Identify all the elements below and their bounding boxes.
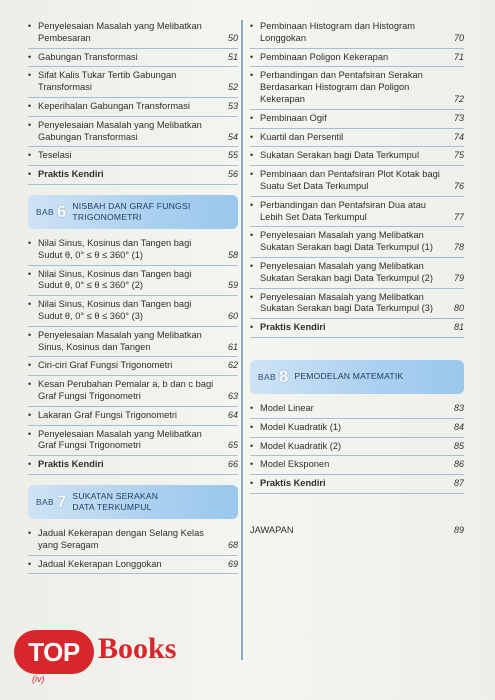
bullet-icon: •: [250, 21, 254, 31]
toc-entry: [250, 456, 464, 475]
toc-entry: [250, 438, 464, 457]
toc-entry: [28, 117, 238, 148]
toc-entry: [28, 147, 238, 166]
bullet-icon: •: [250, 291, 254, 302]
left-items-top: [28, 18, 238, 185]
toc-entry: [250, 475, 464, 494]
toc-entry-page: 70: [453, 32, 464, 43]
bullet-icon: •: [28, 70, 32, 81]
logo-books-text: Books: [98, 632, 177, 665]
toc-entry: [28, 357, 238, 376]
toc-entry-title: Pembinaan dan Pentafsiran Plot Kotak bagi Suatu Set Data Terkumpul: [260, 169, 440, 191]
toc-entry-page: 80: [453, 303, 464, 314]
bullet-icon: •: [250, 459, 254, 470]
chapter-title-line2: TRIGONOMETRI: [72, 211, 142, 222]
toc-entry-page: 60: [227, 310, 238, 321]
toc-entry: [250, 147, 464, 166]
toc-entry-title: Model Eksponen: [260, 459, 330, 470]
bullet-icon: •: [28, 119, 32, 130]
bullet-icon: •: [250, 70, 254, 81]
toc-entry-title: Keperihalan Gabungan Transformasi: [38, 100, 190, 111]
bullet-icon: •: [28, 409, 32, 420]
chapter-title-line1: SUKATAN SERAKAN: [72, 490, 159, 501]
toc-entry-title: Pembinaan Histogram dan Histogram Longgokan: [260, 21, 416, 43]
toc-entry-page: 77: [453, 211, 464, 222]
chapter-label: BAB: [258, 371, 276, 382]
bullet-icon: •: [28, 150, 32, 161]
toc-entry-page: 50: [227, 32, 238, 43]
toc-entry-title: Model Kuadratik (2): [260, 440, 342, 451]
answers-entry: [250, 522, 464, 535]
toc-entry-page: 72: [453, 93, 464, 104]
toc-entry: [250, 18, 464, 49]
toc-entry-page: 53: [227, 100, 238, 111]
toc-entry-title: Sukatan Serakan bagi Data Terkumpul: [260, 150, 420, 161]
toc-entry: [28, 98, 238, 117]
bullet-icon: •: [250, 260, 254, 271]
toc-entry-page: 69: [227, 558, 238, 569]
toc-entry-page: 66: [227, 459, 238, 470]
toc-entry: [250, 110, 464, 129]
bullet-icon: •: [250, 51, 254, 62]
toc-entry-page: 59: [227, 280, 238, 291]
toc-entry-title: Jadual Kekerapan dengan Selang Kelas yang Seragam: [38, 527, 204, 550]
toc-entry-page: 76: [453, 180, 464, 191]
chapter-6-header: [28, 195, 238, 229]
toc-entry: [250, 166, 464, 197]
toc-entry: [250, 289, 464, 320]
answers-page: 89: [453, 524, 464, 535]
chapter-title-line2: DATA TERKUMPUL: [72, 501, 152, 512]
bullet-icon: •: [250, 322, 254, 333]
bullet-icon: •: [28, 428, 32, 439]
logo-top-text: TOP: [28, 636, 80, 667]
chapter-8-header: [250, 360, 464, 394]
toc-entry: [28, 327, 238, 358]
toc-entry-title: Gabungan Transformasi: [38, 51, 138, 62]
bullet-icon: •: [250, 199, 254, 210]
chapter-label: BAB: [36, 496, 54, 507]
toc-entry: [250, 400, 464, 419]
chapter-title: PEMODELAN MATEMATIK: [294, 371, 404, 382]
toc-entry: [28, 296, 238, 327]
toc-entry: [28, 18, 238, 49]
toc-entry-page: 55: [227, 150, 238, 161]
toc-entry: [28, 266, 238, 297]
toc-entry-page: 75: [453, 150, 464, 161]
toc-entry-page: 81: [453, 322, 464, 333]
toc-entry: [250, 197, 464, 228]
toc-entry-title: Perbandingan dan Pentafsiran Dua atau Lebih Set Data Terkumpul: [260, 199, 426, 222]
toc-entry-title: Penyelesaian Masalah yang Melibatkan Graf Fungsi Trigonometri: [38, 428, 202, 451]
toc-entry: [28, 525, 238, 556]
toc-entry-title: Nilai Sinus, Kosinus dan Tangen bagi Sudut θ, 0° ≤ θ ≤ 360° (1): [38, 237, 192, 260]
toc-entry-title: Jadual Kekerapan Longgokan: [38, 558, 162, 569]
chapter-8-items: [250, 400, 464, 494]
chapter-7-items: [28, 525, 238, 574]
toc-entry-page: 54: [227, 131, 238, 142]
toc-entry-title: Praktis Kendiri: [260, 322, 326, 333]
toc-entry-title: Nilai Sinus, Kosinus dan Tangen bagi Sudut θ, 0° ≤ θ ≤ 360° (3): [38, 299, 192, 321]
toc-entry-page: 74: [453, 131, 464, 142]
bullet-icon: •: [250, 112, 254, 123]
bullet-icon: •: [250, 230, 254, 241]
bullet-icon: •: [28, 51, 32, 62]
toc-entry: [250, 129, 464, 148]
bullet-icon: •: [28, 100, 32, 111]
bullet-icon: •: [28, 379, 32, 390]
toc-entry-title: Ciri-ciri Graf Fungsi Trigonometri: [38, 360, 173, 371]
bullet-icon: •: [28, 299, 32, 310]
toc-entry: [28, 556, 238, 575]
right-items-top: [250, 18, 464, 338]
toc-entry: [28, 67, 238, 98]
toc-entry-title: Teselasi: [38, 150, 72, 161]
chapter-label: BAB: [36, 206, 54, 217]
bullet-icon: •: [250, 478, 254, 489]
right-column: [250, 18, 464, 535]
chapter-title: [72, 201, 190, 223]
bullet-icon: •: [250, 440, 254, 451]
toc-entry-page: 73: [453, 112, 464, 123]
toc-entry-page: 56: [227, 169, 238, 180]
toc-entry: [28, 166, 238, 185]
toc-entry-page: 52: [227, 82, 238, 93]
bullet-icon: •: [28, 459, 32, 470]
toc-entry: [250, 319, 464, 338]
toc-entry-title: Penyelesaian Masalah yang Melibatkan Sukatan Serakan bagi Data Terkumpul (2): [260, 260, 433, 283]
toc-entry-title: Nilai Sinus, Kosinus dan Tangen bagi Sudut θ, 0° ≤ θ ≤ 360° (2): [38, 268, 192, 291]
toc-entry-title: Lakaran Graf Fungsi Trigonometri: [38, 409, 177, 420]
bullet-icon: •: [28, 169, 32, 180]
toc-entry-title: Penyelesaian Masalah yang Melibatkan Sukatan Serakan bagi Data Terkumpul (1): [260, 230, 433, 253]
topbooks-watermark-logo: [10, 622, 200, 692]
bullet-icon: •: [28, 360, 32, 371]
toc-entry-title: Penyelesaian Masalah yang Melibatkan Sinus, Kosinus dan Tangen: [38, 329, 202, 352]
toc-entry-title: Praktis Kendiri: [38, 169, 104, 180]
toc-entry: [28, 426, 238, 457]
toc-entry: [250, 67, 464, 109]
toc-entry-title: Pembinaan Ogif: [260, 112, 327, 123]
toc-entry: [28, 376, 238, 407]
toc-entry-page: 64: [227, 409, 238, 420]
toc-entry-page: 84: [453, 421, 464, 432]
bullet-icon: •: [28, 558, 32, 569]
bullet-icon: •: [28, 268, 32, 279]
chapter-number: 8: [278, 366, 289, 386]
toc-entry-title: Kesan Perubahan Pemalar a, b dan c bagi Graf Fungsi Trigonometri: [38, 379, 214, 401]
logo-tag-text: (iv): [32, 674, 45, 684]
toc-entry-title: Praktis Kendiri: [260, 478, 326, 489]
chapter-6-items: [28, 235, 238, 475]
toc-entry-title: Penyelesaian Masalah yang Melibatkan Pembesaran: [38, 21, 202, 43]
toc-entry-page: 51: [227, 51, 238, 62]
toc-entry-page: 63: [227, 390, 238, 401]
toc-entry-title: Penyelesaian Masalah yang Melibatkan Gabungan Transformasi: [38, 119, 202, 142]
left-column: [28, 18, 238, 574]
column-divider: [241, 20, 243, 660]
toc-entry-page: 68: [227, 539, 238, 550]
bullet-icon: •: [250, 131, 254, 142]
toc-entry-title: Penyelesaian Masalah yang Melibatkan Sukatan Serakan bagi Data Terkumpul (3): [260, 291, 433, 314]
toc-entry-page: 61: [227, 341, 238, 352]
bullet-icon: •: [250, 150, 254, 161]
bullet-icon: •: [28, 329, 32, 340]
toc-entry-page: 86: [453, 459, 464, 470]
toc-entry-title: Pembinaan Poligon Kekerapan: [260, 51, 389, 62]
toc-entry-page: 58: [227, 249, 238, 260]
chapter-7-header: [28, 485, 238, 519]
toc-entry-title: Sifat Kalis Tukar Tertib Gabungan Transformasi: [38, 70, 177, 93]
answers-label: JAWAPAN: [250, 524, 294, 535]
toc-entry: [250, 227, 464, 258]
toc-entry-page: 71: [453, 51, 464, 62]
toc-entry-title: Kuartil dan Persentil: [260, 131, 344, 142]
bullet-icon: •: [28, 527, 32, 538]
toc-entry: [28, 456, 238, 475]
toc-entry: [28, 407, 238, 426]
chapter-number: 7: [56, 491, 67, 511]
chapter-title-line1: NISBAH DAN GRAF FUNGSI: [72, 200, 191, 211]
toc-entry: [28, 235, 238, 266]
toc-entry-title: Model Linear: [260, 402, 314, 413]
toc-entry-title: Praktis Kendiri: [38, 459, 104, 470]
bullet-icon: •: [28, 237, 32, 248]
logo-top-badge: [14, 630, 94, 674]
toc-entry-title: Perbandingan dan Pentafsiran Serakan Berdasarkan Histogram dan Poligon Kekerapan: [260, 70, 423, 104]
bullet-icon: •: [250, 402, 254, 413]
toc-entry: [250, 419, 464, 438]
toc-entry-page: 83: [453, 402, 464, 413]
toc-entry: [28, 49, 238, 68]
toc-entry-page: 78: [453, 242, 464, 253]
bullet-icon: •: [250, 421, 254, 432]
toc-entry-page: 85: [453, 440, 464, 451]
toc-entry-title: Model Kuadratik (1): [260, 421, 342, 432]
toc-entry-page: 65: [227, 440, 238, 451]
toc-entry-page: 79: [453, 272, 464, 283]
toc-entry-page: 62: [227, 360, 238, 371]
bullet-icon: •: [250, 169, 254, 180]
toc-entry: [250, 49, 464, 68]
toc-entry: [250, 258, 464, 289]
chapter-number: 6: [56, 201, 67, 221]
chapter-title: [72, 491, 158, 513]
toc-entry-page: 87: [453, 478, 464, 489]
bullet-icon: •: [28, 21, 32, 31]
